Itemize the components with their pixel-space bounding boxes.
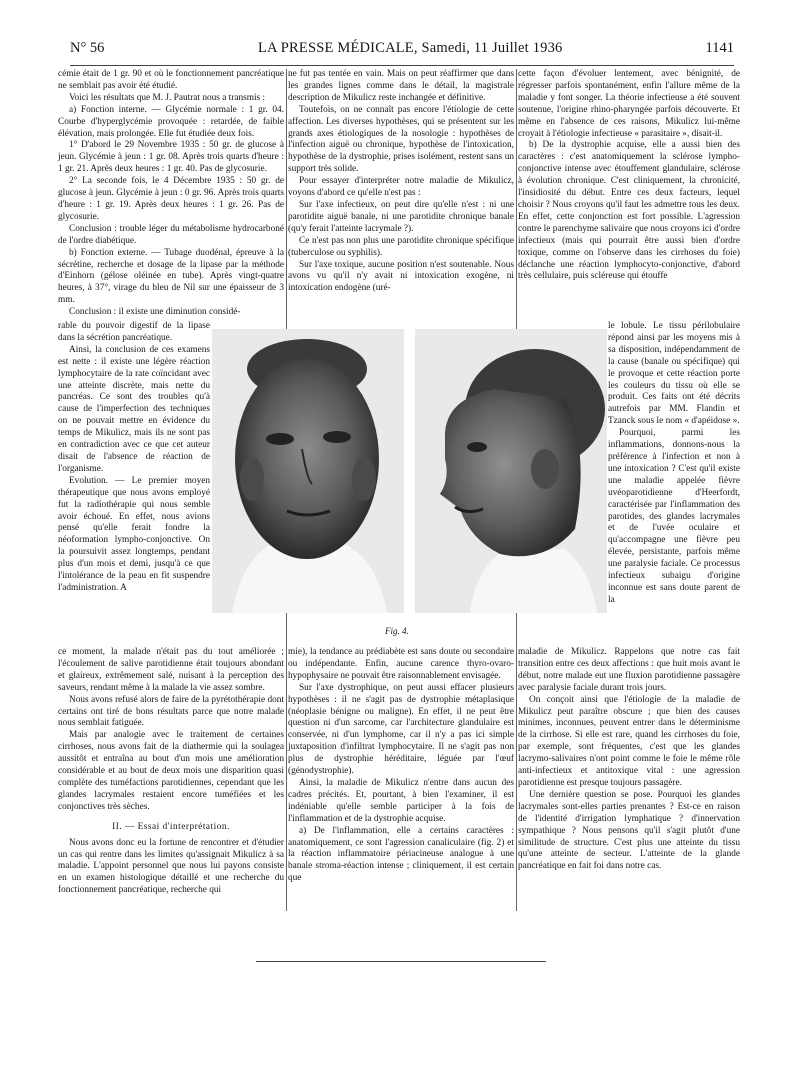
paragraph: Pourquoi, parmi les inflammations, donnons-nous la préférence à l'infection et non à une intoxication ? C'est qu'il existe une maladie appelée fièvre uvéoparotidienne d'Heerfordt, caractérisée par l'inflammation des parotides, des glandes lacrymales et de l'uvée oculaire et qu'accompagne une fièvre peu élevée, persistante, parfois même une paralysie faciale. Ce processus infectieux subaigu d'origine inconnue est sans doute parent de la xyxy=(608,428,740,605)
paragraph: Ce n'est pas non plus une parotidite chronique spécifique (tuberculose ou syphilis). xyxy=(288,235,514,258)
paragraph: a) De l'inflammation, elle a certains caractères : anatomiquement, ce sont l'agression canaliculaire (fig. 2) et la réaction inflammatoire périacineuse analogue à une banale stroma-réaction intense ; cliniquement, il est certain que xyxy=(288,825,514,884)
paragraph: le lobule. Le tissu périlobulaire répond ainsi par les moyens mis à sa disposition, indépendamment de la cause (banale ou spécifique) qui le provoque et cette réaction porte les couleurs du tissu où elle se produit. Ces faits ont été décrits autrefois par MM. Flandin et Tzanck sous le nom « d'apéidose ». xyxy=(608,321,740,427)
paragraph: Ainsi, la maladie de Mikulicz n'entre dans aucun des cadres précités. Et, pourtant, à bien l'examiner, il est indéniable qu'elle semble participer à la fois de l'inflammation et de la dystrophie acquise. xyxy=(288,777,514,824)
paragraph: Sur l'axe toxique, aucune position n'est soutenable. Nous avons vu qu'il n'y avait ni intoxication exogène, ni intoxication endogène (uré- xyxy=(288,259,514,294)
paragraph: mie), la tendance au prédiabète est sans doute ou secondaire ou indépendante. Enfin, aucune carence thyro-ovaro-hypophysaire ne pouvait être raisonnablement envisagée. xyxy=(288,647,514,681)
paragraph: On conçoit ainsi que l'étiologie de la maladie de Mikulicz peut paraître obscure ; que bien des causes minimes, inconnues, peuvent entrer dans le déterminisme de la cirrhose. Si elle est rare, quand les cirrhoses du foie, par exemple, sont fréquentes, c'est que les glandes lacrymo-salivaires n'ont point comme le foie le même rôle anti-infectieux et antitoxique vital : une agression parotidienne est presque toujours passagère. xyxy=(518,694,740,788)
column-2-bottom xyxy=(288,647,514,885)
paragraph: Conclusion : il existe une diminution considé- xyxy=(69,307,241,318)
patient-profile-photo xyxy=(415,329,607,613)
column-3-bottom xyxy=(518,647,740,873)
paragraph: Nous avons refusé alors de faire de la pyrétothérapie dont certains ont tiré de bons résultats parce que notre malade nous semblait fatiguée. xyxy=(58,694,284,729)
section-heading: II. — Essai d'interprétation. xyxy=(112,821,230,832)
column-3-middle xyxy=(608,321,740,607)
paragraph: Pour essayer d'interpréter notre maladie de Mikulicz, voyons d'abord ce qu'elle n'est pas : xyxy=(288,176,514,199)
paragraph: ce moment, la malade n'était pas du tout améliorée ; l'écoulement de salive parotidienne était toujours abondant et glaireux, extrêmement salé, nuisant à la perception des saveurs, rendant même à la malade la vie assez sombre. xyxy=(58,647,284,693)
column-2-top xyxy=(288,69,514,295)
column-1-bottom xyxy=(58,647,284,897)
paragraph: b) Fonction externe. — Tubage duodénal, épreuve à la sécrétine, recherche et dosage de la lipase par la méthode d'Einhorn (gélose oléinée en tube). Après vingt-quatre heures, à 37°, virage du bleu de Nil sur une épaisseur de 3 mm. xyxy=(58,247,284,306)
paragraph: Mais par analogie avec le traitement de certaines cirrhoses, nous avons fait de la diathermie qui la soulagea aussitôt et entraîna au bout d'un mois une amélioration considérable et au bout de deux mois une disparition quasi complète des tuméfactions parotidiennes, cependant que les glandes lacrymales restaient encore tuméfiées et les conjonctives très sèches. xyxy=(58,730,284,812)
page-number: 1141 xyxy=(705,40,734,56)
paragraph: Une dernière question se pose. Pourquoi les glandes lacrymales sont-elles parties prenantes ? Est-ce en raison de l'identité d'irrigation lymphatique ? d'innervation sympathique ? Nous pensons qu'il s'agit plutôt d'une similitude de structure. C'est plus une atteinte du tissu qu'une atteinte de secteur. L'atteinte de la glande pancréatique en fait foi dans notre cas. xyxy=(518,789,740,872)
paragraph: Toutefois, on ne connaît pas encore l'étiologie de cette affection. Les diverses hypothèses, qui se présentent sur les grands axes étiologiques de la nosologie : hypothèses de l'infection aiguë ou chronique, hypothèse de l'intoxication, hypothèse de la dystrophie, prises isolément, restent sans un support très solide. xyxy=(288,104,514,175)
paragraph: 1° D'abord le 29 Novembre 1935 : 50 gr. de glucose à jeun. Glycémie à jeun : 1 gr. 08. Après trois quarts d'heure : 1 gr. 21. Après deux heures : 1 gr. 40. Pas de glycosurie. xyxy=(58,140,284,175)
patient-front-photo xyxy=(212,329,404,613)
paragraph: Ainsi, la conclusion de ces examens est nette : il existe une légère réaction lymphocytaire de la rate coïncidant avec une atteinte discrète, mais nette du pancréas. Ce sont des troubles qu'à cause de l'imperfection des techniques on ne pouvait mettre en évidence du temps de Mikulicz, mais ils ne sont pas en contradiction avec ce que cet auteur disait de l'absence de réaction de l'organisme. xyxy=(58,344,210,474)
paragraph: b) De la dystrophie acquise, elle a aussi bien des caractères : c'est anatomiquement la sclérose lympho-conjonctive intense avec étouffement glandulaire, sclérose à évolution chronique. C'est cliniquement, la chronicité, l'insidiosité du début. Entre ces deux facteurs, lequel choisir ? Nous croyons qu'il faut les admettre tous les deux. En effet, cette conjonction est fort possible. L'agression contre le parenchyme salivaire que nous croyons ici d'ordre infectieux (mais qui pourrait être aussi bien d'ordre toxique, comme on l'observe dans les cirrhoses du foie) déclanche une réaction lymphocyto-conjonctive, d'abord très cellulaire, puis scléreuse qui étouffe xyxy=(518,140,740,282)
page-header xyxy=(70,40,734,64)
figure-4-photographs xyxy=(212,329,607,613)
paragraph: a) Fonction interne. — Glycémie normale : 1 gr. 04. Courbe d'hyperglycémie provoquée : retardée, de faible élévation, mais prolongée. Elle fut étudiée deux fois. xyxy=(58,104,284,139)
column-1-top xyxy=(58,69,284,319)
issue-number: N° 56 xyxy=(70,40,105,56)
paragraph: Nous avons donc eu la fortune de rencontrer et d'étudier un cas qui rentre dans les limites qu'assignait Mikulicz à sa maladie. L'appoint personnel que nous lui payons consiste en un examen histologique détaillé et une recherche du fonctionnement pancréatique, recherche qui xyxy=(58,837,284,896)
paragraph: ne fut pas tentée en vain. Mais on peut réaffirmer que dans les grandes lignes comme dans le détail, la magistrale description de Mikulicz reste inchangée et définitive. xyxy=(288,69,514,103)
paragraph: Voici les résultats que M. J. Pautrat nous a transmis : xyxy=(69,92,266,103)
paragraph: 2° La seconde fois, le 4 Décembre 1935 : 50 gr. de glucose à jeun. Glycémie à jeun : 0 gr. 96. Après trois quarts d'heure : 1 gr. 19. Après deux heures : 1 gr. 26. Pas de glycosurie. xyxy=(58,176,284,222)
paragraph: Sur l'axe infectieux, on peut dire qu'elle n'est : ni une parotidite aiguë banale, ni une parotidite chronique banale (qu'y ferait l'atteinte lacrymale ?). xyxy=(288,199,514,234)
paragraph: Evolution. — Le premier moyen thérapeutique que nous avons employé fut la radiothérapie qui nous semble avoir échoué. En effet, nous avions pensé qu'elle ferait fondre la néoformation lympho-conjonctive. On la poursuivit assez longtemps, pendant plus d'un mois et demi, jusqu'à ce que l'intolérance de la peau en fit suspendre l'administration. A xyxy=(58,475,210,593)
paragraph: cette façon d'évoluer lentement, avec bénignité, de régresser parfois spontanément, enfin l'allure même de la maladie y font songer. La théorie infectieuse a été souvent soutenue, l'origine rhino-pharyngée parfois découverte. Et même en l'absence de ces raisons, Mikulicz lui-même croyait à l'étiologie infectieuse « parasitaire », disait-il. xyxy=(518,69,740,139)
paragraph: maladie de Mikulicz. Rappelons que notre cas fait transition entre ces deux affections : que huit mois avant le début, notre malade eut une fluxion parotidienne passagère avec paralysie faciale durant trois jours. xyxy=(518,647,740,693)
journal-title: LA PRESSE MÉDICALE, Samedi, 11 Juillet 1936 xyxy=(258,40,563,56)
header-rule xyxy=(70,65,734,66)
paragraph: Conclusion : trouble léger du métabolisme hydrocarboné de l'ordre diabétique. xyxy=(58,223,284,246)
footer-rule xyxy=(256,961,546,962)
column-1-middle xyxy=(58,321,210,595)
column-3-top xyxy=(518,69,740,283)
figure-caption: Fig. 4. xyxy=(385,626,409,636)
paragraph: rable du pouvoir digestif de la lipase dans la sécrétion pancréatique. xyxy=(58,321,210,343)
paragraph: cémie était de 1 gr. 90 et où le fonctionnement pancréatique ne semblait pas avoir été étudié. xyxy=(58,69,284,91)
paragraph: Sur l'axe dystrophique, on peut aussi effacer plusieurs hypothèses : il ne s'agit pas de dystrophie métaplasique (néoplasie bénigne ou maligne). En effet, il ne peut être question ni d'un sarcome, car l'architecture glandulaire est conservée, ni d'un lymphome, car il n'y a pas ici simple juxtaposition d'infiltrat lymphocytaire. Il ne s'agit pas non plus de dystrophie héréditaire, léguée par l'œuf (génodystrophie). xyxy=(288,682,514,777)
